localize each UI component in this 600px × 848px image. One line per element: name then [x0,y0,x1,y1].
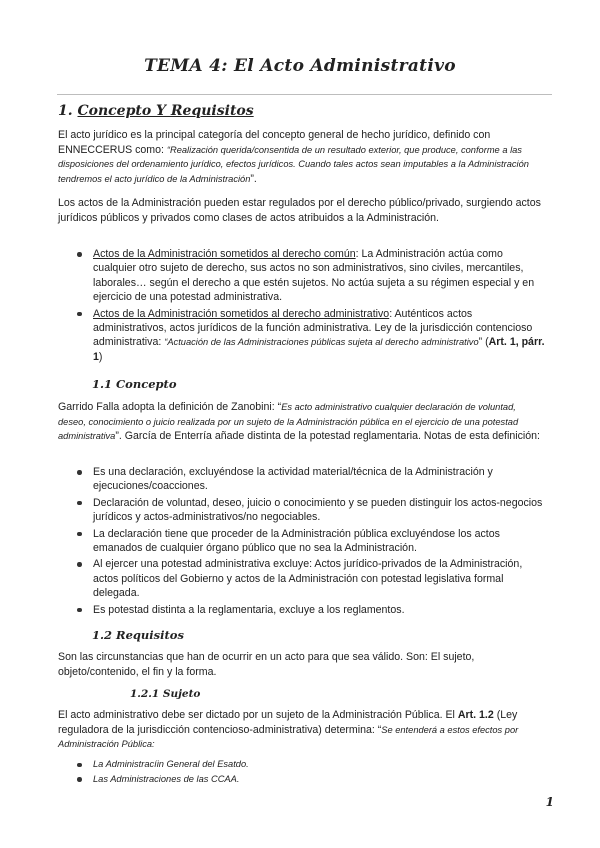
list-item [76,247,546,305]
enneccerus-quote: “Realización querida/consentida de un resultado exterior, que produce, conforme a las disposiciones del ordenamiento jurídico, efectos jurídicos. Cuando tales actos sean imputables a la Administración tendremos el acto jurídico de la Administración [58,144,529,184]
paragraph-requisitos: Son las circunstancias que han de ocurrir en un acto para que sea válido. Son: El sujeto, objeto/contenido, el fin y la forma. [58,651,475,678]
list-item: La Administracíin General del Esatdo. [76,758,546,772]
document-title: TEMA 4: El Acto Administrativo [144,56,456,76]
paragraph-text: (Ley reguladora de la jurisdicción contencioso-administrativa) determina: “ [58,709,518,736]
page-number: 1 [545,795,554,809]
paragraph-regulacion: Los actos de la Administración pueden estar regulados por el derecho público/privado, surgiendo actos jurídicos públicos y privados como clases de actos atribuidos a la Administración. [58,197,541,224]
bullet-quote: “Actuación de las Administraciones públicas sujeta al derecho administrativo [164,337,479,348]
law-quote: Se entenderá a estos efectos por Administración Pública: [58,724,519,750]
section-1-number: 1. [58,103,73,119]
list-item: La declaración tiene que proceder de la Administración pública excluyéndose los actos emanados de cualquier órgano público que no sea la Administración. [76,527,546,556]
paragraph-text: El acto administrativo debe ser dictado por un sujeto de la Administración Pública. El [58,709,458,721]
paragraph-concepto [58,400,546,444]
article-reference: Art. 1, párr. 1 [93,336,545,363]
bullet-text: : Auténticos actos administrativos, actos jurídicos de la función administrativa. Ley de la jurisdicción contencioso administrativa: [93,307,533,349]
bullet-label: Actos de la Administración sometidos al derecho común [93,248,356,260]
bullet-text: ) [98,350,103,363]
section-1-2-1-heading: 1.2.1 Sujeto [130,688,201,700]
list-item: Al ejercer una potestad administrativa excluye: Actos jurídico-privados de la Administración, actos políticos del Gobierno y actos de la Administración con potestad legislativa formal delegada. [76,557,546,600]
acts-list [76,247,546,366]
title-divider [57,94,552,95]
bullet-text: : La Administración actúa como cualquier otro sujeto de derecho, sus actos no son administrativos, sino civiles, mercantiles, laborales… según el derecho a que estén sujetos. No actúa sujeta a su régimen especial y en ejercicio de una potestad administrativa. [93,248,535,304]
list-item: Es una declaración, excluyéndose la actividad material/técnica de la Administración y ejecuciones/coacciones. [76,465,546,494]
section-1-title: Concepto Y Requisitos [77,103,254,119]
article-reference: Art. 1.2 [457,709,494,721]
section-1-heading [58,103,254,119]
section-1-1-heading: 1.1 Concepto [92,377,177,391]
list-item: Declaración de voluntad, deseo, juicio o conocimiento y se pueden distinguir los actos-negocios jurídicos y actos-administrativos/no negociables. [76,496,546,525]
public-administrations-list [76,758,546,787]
zanobini-quote: Es acto administrativo cualquier declaración de voluntad, deseo, conocimiento o juicio realizada por un sujeto de la Administración pública en el ejercicio de una potestad administrativa [58,402,519,442]
list-item: Es potestad distinta a la reglamentaria, excluye a los reglamentos. [76,603,546,617]
paragraph-text: El acto jurídico es la principal categoría del concepto general de hecho jurídico, definido con ENNECCERUS como: [58,129,491,156]
paragraph-sujeto [58,708,546,752]
section-1-2-heading: 1.2 Requisitos [92,628,184,642]
paragraph-acto-juridico [58,128,546,186]
bullet-text: ” ( [478,336,489,349]
bullet-label: Actos de la Administración sometidos al derecho administrativo [93,307,390,320]
list-item [76,307,546,365]
paragraph-text: ”. García de Enterría añade distinta de la potestad reglamentaria. Notas de esta definición: [115,430,540,443]
quote-end: ”. [250,172,257,185]
paragraph-text: Garrido Falla adopta la definición de Zanobini: “ [58,401,282,413]
definition-notes-list [76,465,546,619]
list-item: Las Administraciones de las CCAA. [76,773,546,787]
